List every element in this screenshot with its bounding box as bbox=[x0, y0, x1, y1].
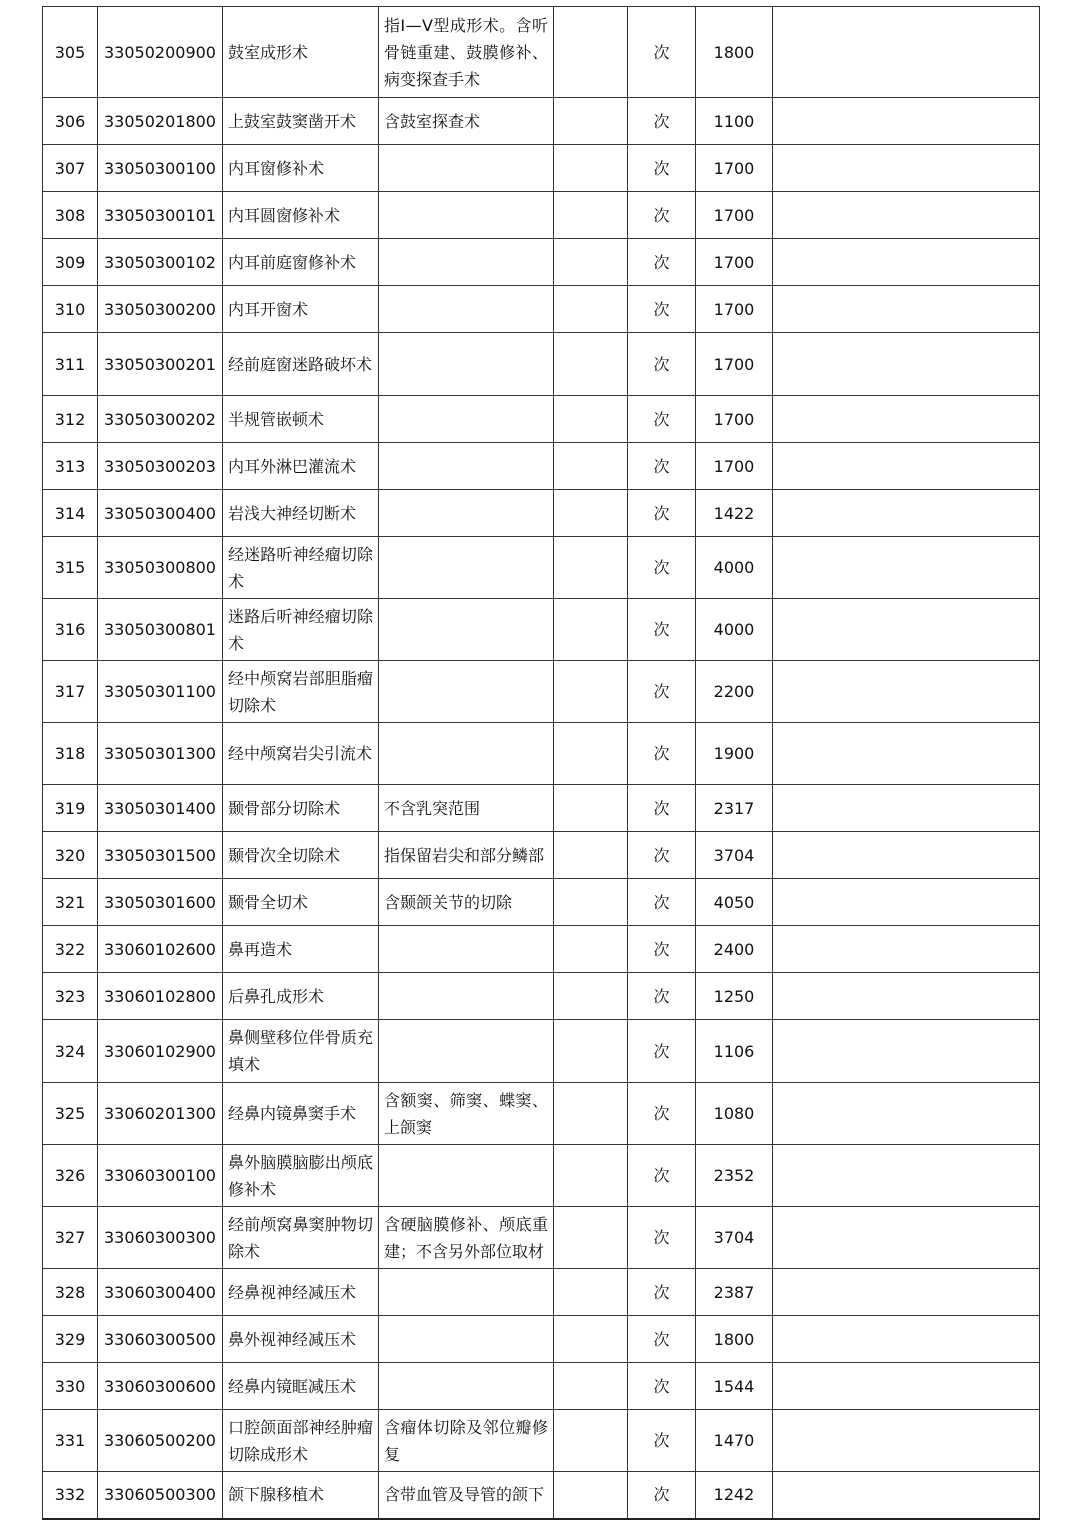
item-name: 颞骨次全切除术 bbox=[223, 832, 379, 879]
price: 1242 bbox=[696, 1472, 773, 1519]
unit: 次 bbox=[628, 832, 696, 879]
item-name: 颞骨全切术 bbox=[223, 879, 379, 926]
empty-col bbox=[554, 1145, 628, 1207]
unit: 次 bbox=[628, 1083, 696, 1145]
row-number: 313 bbox=[43, 443, 98, 490]
item-name: 经鼻视神经减压术 bbox=[223, 1269, 379, 1316]
row-number: 330 bbox=[43, 1363, 98, 1410]
price: 1100 bbox=[696, 98, 773, 145]
item-note bbox=[379, 145, 554, 192]
item-code: 33050201800 bbox=[98, 98, 223, 145]
row-number: 306 bbox=[43, 98, 98, 145]
remark bbox=[773, 239, 1040, 286]
unit: 次 bbox=[628, 926, 696, 973]
empty-col bbox=[554, 1363, 628, 1410]
item-note bbox=[379, 1269, 554, 1316]
item-note bbox=[379, 537, 554, 599]
remark bbox=[773, 1269, 1040, 1316]
item-note bbox=[379, 239, 554, 286]
table-row bbox=[43, 785, 1040, 832]
empty-col bbox=[554, 145, 628, 192]
price: 1080 bbox=[696, 1083, 773, 1145]
empty-col bbox=[554, 1269, 628, 1316]
row-number: 317 bbox=[43, 661, 98, 723]
remark bbox=[773, 396, 1040, 443]
item-code: 33060102900 bbox=[98, 1020, 223, 1083]
item-name: 内耳前庭窗修补术 bbox=[223, 239, 379, 286]
unit: 次 bbox=[628, 1020, 696, 1083]
price: 1544 bbox=[696, 1363, 773, 1410]
unit: 次 bbox=[628, 7, 696, 98]
price: 2200 bbox=[696, 661, 773, 723]
remark bbox=[773, 785, 1040, 832]
empty-col bbox=[554, 1472, 628, 1519]
row-number: 309 bbox=[43, 239, 98, 286]
item-name: 鼻再造术 bbox=[223, 926, 379, 973]
empty-col bbox=[554, 1083, 628, 1145]
remark bbox=[773, 1410, 1040, 1472]
remark bbox=[773, 145, 1040, 192]
price: 1700 bbox=[696, 239, 773, 286]
item-note: 含额窦、筛窦、蝶窦、上颌窦 bbox=[379, 1083, 554, 1145]
item-code: 33060500300 bbox=[98, 1472, 223, 1519]
row-number: 331 bbox=[43, 1410, 98, 1472]
item-code: 33060102600 bbox=[98, 926, 223, 973]
price: 1250 bbox=[696, 973, 773, 1020]
remark bbox=[773, 537, 1040, 599]
empty-col bbox=[554, 879, 628, 926]
price: 1700 bbox=[696, 333, 773, 396]
remark bbox=[773, 973, 1040, 1020]
item-name: 口腔颌面部神经肿瘤切除成形术 bbox=[223, 1410, 379, 1472]
item-code: 33050300202 bbox=[98, 396, 223, 443]
remark bbox=[773, 879, 1040, 926]
row-number: 308 bbox=[43, 192, 98, 239]
table-row bbox=[43, 443, 1040, 490]
item-note bbox=[379, 926, 554, 973]
item-name: 内耳圆窗修补术 bbox=[223, 192, 379, 239]
item-note bbox=[379, 723, 554, 785]
unit: 次 bbox=[628, 537, 696, 599]
item-note: 不含乳突范围 bbox=[379, 785, 554, 832]
empty-col bbox=[554, 192, 628, 239]
remark bbox=[773, 98, 1040, 145]
item-code: 33050300201 bbox=[98, 333, 223, 396]
item-note: 含带血管及导管的颌下 bbox=[379, 1472, 554, 1519]
row-number: 328 bbox=[43, 1269, 98, 1316]
row-number: 319 bbox=[43, 785, 98, 832]
row-number: 316 bbox=[43, 599, 98, 661]
table-row bbox=[43, 192, 1040, 239]
item-code: 33060300300 bbox=[98, 1207, 223, 1269]
price: 4050 bbox=[696, 879, 773, 926]
remark bbox=[773, 1472, 1040, 1519]
item-code: 33050300801 bbox=[98, 599, 223, 661]
row-number: 318 bbox=[43, 723, 98, 785]
table-row bbox=[43, 1410, 1040, 1472]
item-name: 经中颅窝岩部胆脂瘤切除术 bbox=[223, 661, 379, 723]
item-name: 岩浅大神经切断术 bbox=[223, 490, 379, 537]
empty-col bbox=[554, 1316, 628, 1363]
unit: 次 bbox=[628, 599, 696, 661]
table-row bbox=[43, 333, 1040, 396]
item-note: 含鼓室探查术 bbox=[379, 98, 554, 145]
row-number: 332 bbox=[43, 1472, 98, 1519]
unit: 次 bbox=[628, 1472, 696, 1519]
item-code: 33050300101 bbox=[98, 192, 223, 239]
empty-col bbox=[554, 239, 628, 286]
item-note bbox=[379, 396, 554, 443]
price: 1800 bbox=[696, 1316, 773, 1363]
price: 1422 bbox=[696, 490, 773, 537]
table-row bbox=[43, 723, 1040, 785]
price: 3704 bbox=[696, 832, 773, 879]
remark bbox=[773, 443, 1040, 490]
price: 1700 bbox=[696, 192, 773, 239]
table-row bbox=[43, 145, 1040, 192]
row-number: 325 bbox=[43, 1083, 98, 1145]
item-name: 鼻外视神经减压术 bbox=[223, 1316, 379, 1363]
item-note bbox=[379, 973, 554, 1020]
table-row bbox=[43, 396, 1040, 443]
remark bbox=[773, 1145, 1040, 1207]
row-number: 307 bbox=[43, 145, 98, 192]
remark bbox=[773, 599, 1040, 661]
item-code: 33060102800 bbox=[98, 973, 223, 1020]
unit: 次 bbox=[628, 1410, 696, 1472]
item-code: 33050300203 bbox=[98, 443, 223, 490]
remark bbox=[773, 192, 1040, 239]
row-number: 314 bbox=[43, 490, 98, 537]
item-name: 鼓室成形术 bbox=[223, 7, 379, 98]
row-number: 324 bbox=[43, 1020, 98, 1083]
item-code: 33050301500 bbox=[98, 832, 223, 879]
price: 2317 bbox=[696, 785, 773, 832]
empty-col bbox=[554, 1207, 628, 1269]
item-name: 颌下腺移植术 bbox=[223, 1472, 379, 1519]
unit: 次 bbox=[628, 723, 696, 785]
unit: 次 bbox=[628, 239, 696, 286]
item-note: 含颞颌关节的切除 bbox=[379, 879, 554, 926]
empty-col bbox=[554, 286, 628, 333]
price: 1900 bbox=[696, 723, 773, 785]
item-code: 33060300400 bbox=[98, 1269, 223, 1316]
item-code: 33050300200 bbox=[98, 286, 223, 333]
price: 1106 bbox=[696, 1020, 773, 1083]
table-row bbox=[43, 661, 1040, 723]
unit: 次 bbox=[628, 661, 696, 723]
item-note bbox=[379, 1363, 554, 1410]
remark bbox=[773, 490, 1040, 537]
remark bbox=[773, 333, 1040, 396]
row-number: 326 bbox=[43, 1145, 98, 1207]
item-name: 鼻外脑膜脑膨出颅底修补术 bbox=[223, 1145, 379, 1207]
item-name: 经鼻内镜鼻窦手术 bbox=[223, 1083, 379, 1145]
remark bbox=[773, 286, 1040, 333]
table-row bbox=[43, 1207, 1040, 1269]
item-name: 经中颅窝岩尖引流术 bbox=[223, 723, 379, 785]
unit: 次 bbox=[628, 1207, 696, 1269]
remark bbox=[773, 723, 1040, 785]
item-note: 指Ⅰ—Ⅴ型成形术。含听骨链重建、鼓膜修补、病变探查手术 bbox=[379, 7, 554, 98]
empty-col bbox=[554, 7, 628, 98]
table-row bbox=[43, 926, 1040, 973]
remark bbox=[773, 661, 1040, 723]
empty-col bbox=[554, 1020, 628, 1083]
item-note: 含硬脑膜修补、颅底重建；不含另外部位取材 bbox=[379, 1207, 554, 1269]
item-name: 上鼓室鼓窦凿开术 bbox=[223, 98, 379, 145]
table-row bbox=[43, 832, 1040, 879]
item-code: 33050301300 bbox=[98, 723, 223, 785]
price: 1470 bbox=[696, 1410, 773, 1472]
empty-col bbox=[554, 1410, 628, 1472]
item-note bbox=[379, 333, 554, 396]
item-name: 内耳外淋巴灌流术 bbox=[223, 443, 379, 490]
item-note: 含瘤体切除及邻位瓣修复 bbox=[379, 1410, 554, 1472]
unit: 次 bbox=[628, 1145, 696, 1207]
price: 3704 bbox=[696, 1207, 773, 1269]
price: 2400 bbox=[696, 926, 773, 973]
table-row bbox=[43, 537, 1040, 599]
empty-col bbox=[554, 443, 628, 490]
price: 1700 bbox=[696, 145, 773, 192]
price-table bbox=[42, 6, 1040, 1520]
remark bbox=[773, 1316, 1040, 1363]
table-row bbox=[43, 1083, 1040, 1145]
empty-col bbox=[554, 973, 628, 1020]
empty-col bbox=[554, 926, 628, 973]
empty-col bbox=[554, 333, 628, 396]
price: 4000 bbox=[696, 599, 773, 661]
unit: 次 bbox=[628, 286, 696, 333]
row-number: 312 bbox=[43, 396, 98, 443]
row-number: 329 bbox=[43, 1316, 98, 1363]
item-name: 鼻侧壁移位伴骨质充填术 bbox=[223, 1020, 379, 1083]
table-row bbox=[43, 7, 1040, 98]
item-code: 33060300500 bbox=[98, 1316, 223, 1363]
table-row bbox=[43, 1363, 1040, 1410]
item-name: 经前庭窗迷路破坏术 bbox=[223, 333, 379, 396]
table-row bbox=[43, 1269, 1040, 1316]
unit: 次 bbox=[628, 145, 696, 192]
item-code: 33060500200 bbox=[98, 1410, 223, 1472]
row-number: 311 bbox=[43, 333, 98, 396]
empty-col bbox=[554, 537, 628, 599]
unit: 次 bbox=[628, 973, 696, 1020]
unit: 次 bbox=[628, 98, 696, 145]
price: 4000 bbox=[696, 537, 773, 599]
unit: 次 bbox=[628, 333, 696, 396]
item-code: 33050300100 bbox=[98, 145, 223, 192]
row-number: 305 bbox=[43, 7, 98, 98]
table-row bbox=[43, 1472, 1040, 1519]
item-code: 33050301600 bbox=[98, 879, 223, 926]
unit: 次 bbox=[628, 396, 696, 443]
row-number: 321 bbox=[43, 879, 98, 926]
empty-col bbox=[554, 599, 628, 661]
item-code: 33050300800 bbox=[98, 537, 223, 599]
item-code: 33050301100 bbox=[98, 661, 223, 723]
item-note bbox=[379, 192, 554, 239]
empty-col bbox=[554, 98, 628, 145]
row-number: 310 bbox=[43, 286, 98, 333]
item-code: 33060300600 bbox=[98, 1363, 223, 1410]
price: 1800 bbox=[696, 7, 773, 98]
item-code: 33060201300 bbox=[98, 1083, 223, 1145]
empty-col bbox=[554, 396, 628, 443]
table-row bbox=[43, 286, 1040, 333]
item-name: 半规管嵌顿术 bbox=[223, 396, 379, 443]
unit: 次 bbox=[628, 443, 696, 490]
unit: 次 bbox=[628, 490, 696, 537]
table-row bbox=[43, 1145, 1040, 1207]
item-note bbox=[379, 1020, 554, 1083]
price: 1700 bbox=[696, 396, 773, 443]
table-row bbox=[43, 1316, 1040, 1363]
row-number: 320 bbox=[43, 832, 98, 879]
table-row bbox=[43, 1020, 1040, 1083]
item-code: 33060300100 bbox=[98, 1145, 223, 1207]
unit: 次 bbox=[628, 1363, 696, 1410]
unit: 次 bbox=[628, 1269, 696, 1316]
item-name: 内耳开窗术 bbox=[223, 286, 379, 333]
remark bbox=[773, 1083, 1040, 1145]
empty-col bbox=[554, 723, 628, 785]
item-note bbox=[379, 599, 554, 661]
item-name: 经迷路听神经瘤切除术 bbox=[223, 537, 379, 599]
item-name: 内耳窗修补术 bbox=[223, 145, 379, 192]
table-row bbox=[43, 239, 1040, 286]
item-note bbox=[379, 1145, 554, 1207]
item-code: 33050200900 bbox=[98, 7, 223, 98]
remark bbox=[773, 1020, 1040, 1083]
item-name: 后鼻孔成形术 bbox=[223, 973, 379, 1020]
unit: 次 bbox=[628, 1316, 696, 1363]
item-code: 33050300102 bbox=[98, 239, 223, 286]
empty-col bbox=[554, 661, 628, 723]
unit: 次 bbox=[628, 785, 696, 832]
unit: 次 bbox=[628, 879, 696, 926]
table-row bbox=[43, 599, 1040, 661]
item-name: 经鼻内镜眶减压术 bbox=[223, 1363, 379, 1410]
empty-col bbox=[554, 785, 628, 832]
table-row bbox=[43, 98, 1040, 145]
table-row bbox=[43, 879, 1040, 926]
remark bbox=[773, 1363, 1040, 1410]
row-number: 322 bbox=[43, 926, 98, 973]
remark bbox=[773, 7, 1040, 98]
price: 1700 bbox=[696, 286, 773, 333]
item-note bbox=[379, 286, 554, 333]
empty-col bbox=[554, 490, 628, 537]
item-note bbox=[379, 661, 554, 723]
remark bbox=[773, 832, 1040, 879]
item-note bbox=[379, 443, 554, 490]
item-name: 迷路后听神经瘤切除术 bbox=[223, 599, 379, 661]
item-note bbox=[379, 1316, 554, 1363]
row-number: 315 bbox=[43, 537, 98, 599]
row-number: 323 bbox=[43, 973, 98, 1020]
price: 2387 bbox=[696, 1269, 773, 1316]
price: 1700 bbox=[696, 443, 773, 490]
empty-col bbox=[554, 832, 628, 879]
price: 2352 bbox=[696, 1145, 773, 1207]
remark bbox=[773, 1207, 1040, 1269]
remark bbox=[773, 926, 1040, 973]
unit: 次 bbox=[628, 192, 696, 239]
item-code: 33050301400 bbox=[98, 785, 223, 832]
table-row bbox=[43, 490, 1040, 537]
item-note: 指保留岩尖和部分鳞部 bbox=[379, 832, 554, 879]
item-name: 经前颅窝鼻窦肿物切除术 bbox=[223, 1207, 379, 1269]
item-note bbox=[379, 490, 554, 537]
item-code: 33050300400 bbox=[98, 490, 223, 537]
table-row bbox=[43, 973, 1040, 1020]
row-number: 327 bbox=[43, 1207, 98, 1269]
item-name: 颞骨部分切除术 bbox=[223, 785, 379, 832]
